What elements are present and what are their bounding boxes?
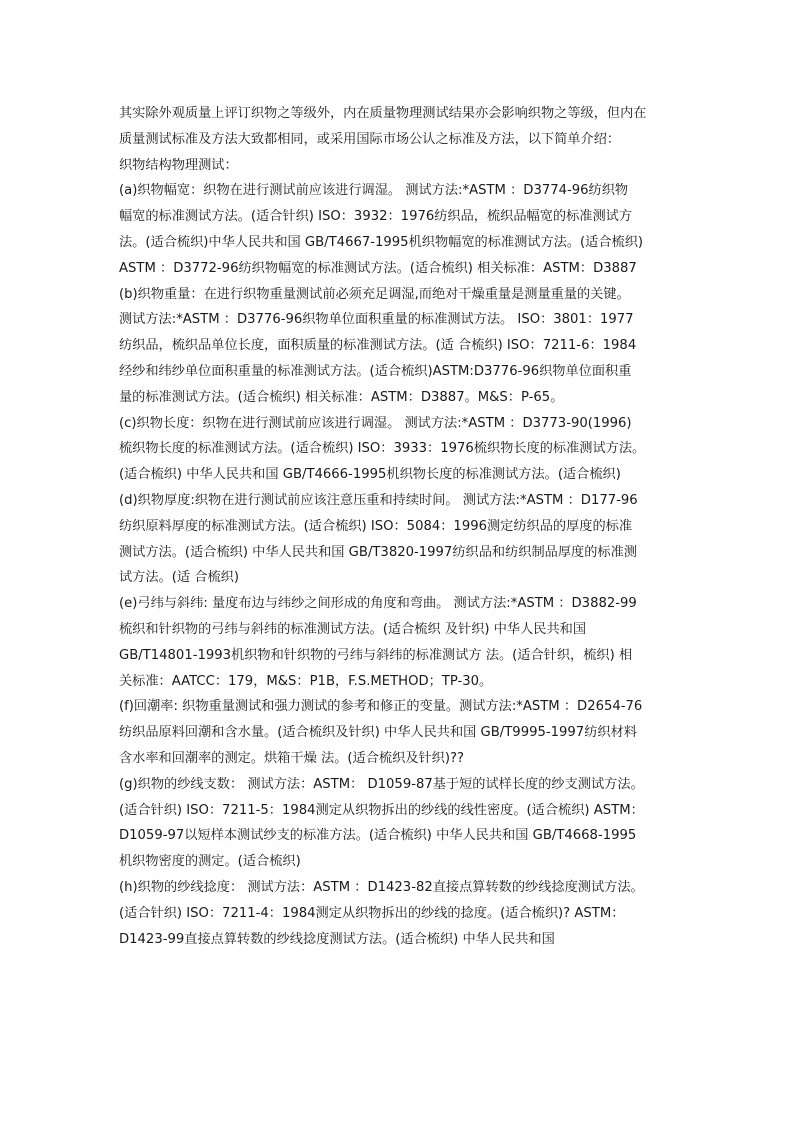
text-line: 测试方法:*ASTM ：D3776-96织物单位面积重量的标准测试方法。 ISO：3801：1977 (119, 312, 634, 328)
text-line: 法。(适合梳织)中华人民共和国 GB/T4667-1995机织物幅宽的标准测试方法。(适合梳织) (119, 234, 644, 250)
text-line: 机织物密度的测定。(适合梳织) (119, 854, 301, 870)
text-line: (b)织物重量：在进行织物重量测试前必须充足调湿,而绝对干燥重量是测量重量的关键。 (119, 286, 630, 302)
text-line: 织物结构物理测试： (119, 157, 238, 173)
text-line: 其实除外观质量上评订织物之等级外，内在质量物理测试结果亦会影响织物之等级，但内在 (119, 106, 647, 121)
text-line: (a)织物幅宽：织物在进行测试前应该进行调湿。 测试方法:*ASTM ：D3774-96纺织物 (119, 183, 629, 199)
text-line: 幅宽的标准测试方法。(适合针织) ISO：3932：1976纺织品，梳织品幅宽的标准测试方 (119, 209, 633, 225)
text-line: (d)织物厚度:织物在进行测试前应该注意压重和持续时间。 测试方法:*ASTM ：D177-96 (119, 492, 638, 508)
text-line: 梳织和针织物的弓纬与斜纬的标准测试方法。(适合梳织 及针织) 中华人民共和国 (119, 621, 587, 637)
text-line: 纺织品，梳织品单位长度，面积质量的标准测试方法。(适 合梳织) ISO：7211-6：1984 (119, 338, 637, 354)
text-line: 梳织物长度的标准测试方法。(适合梳织) ISO：3933：1976梳织物长度的标准测试方法。 (119, 441, 646, 457)
text-line: (c)织物长度：织物在进行测试前应该进行调湿。 测试方法:*ASTM ：D3773-90(1996) (119, 415, 632, 431)
text-line: 量的标准测试方法。(适合梳织) 相关标准：ASTM：D3887。M&S：P-65。 (119, 389, 564, 405)
document-body (119, 101, 689, 952)
text-line: D1423-99直接点算转数的纱线捻度测试方法。(适合梳织) 中华人民共和国 (119, 931, 555, 947)
text-line: 纺织品原料回潮和含水量。(适合梳织及针织) 中华人民共和国 GB/T9995-1997纺织材料 (119, 725, 637, 741)
text-line: 含水率和回潮率的测定。烘箱干燥 法。(适合梳织及针织)?? (119, 750, 464, 766)
text-line: 纺织原料厚度的标准测试方法。(适合梳织) ISO：5084：1996测定纺织品的厚度的标准 (119, 518, 633, 534)
text-line: (适合针织) ISO：7211-4：1984测定从织物拆出的纱线的捻度。(适合梳织)? ASTM： (119, 905, 625, 921)
text-line: (e)弓纬与斜纬: 量度布边与纬纱之间形成的角度和弯曲。 测试方法:*ASTM ：D3882-99 (119, 596, 637, 612)
text-line: (适合梳织) 中华人民共和国 GB/T4666-1995机织物长度的标准测试方法。(适合梳织) (119, 467, 621, 483)
text-line: 经纱和纬纱单位面积重量的标准测试方法。(适合梳织)ASTM:D3776-96织物单位面积重 (119, 363, 632, 379)
text-line: 测试方法。(适合梳织) 中华人民共和国 GB/T3820-1997纺织品和纺织制品厚度的标准测 (119, 544, 637, 560)
text-line: (f)回潮率: 织物重量测试和强力测试的参考和修正的变量。测试方法:*ASTM ：D2654-76 (119, 699, 643, 715)
text-line: (h)织物的纱线捻度： 测试方法：ASTM ：D1423-82直接点算转数的纱线捻度测试方法。 (119, 879, 644, 895)
text-line: D1059-97以短样本测试纱支的标准方法。(适合梳织) 中华人民共和国 GB/T4668-1995 (119, 828, 637, 844)
text-line: 试方法。(适 合梳织) (119, 570, 239, 586)
text-line: (g)织物的纱线支数： 测试方法：ASTM： D1059-87基于短的试样长度的纱支测试方法。 (119, 776, 644, 792)
text-line: 质量测试标准及方法大致都相同，或采用国际市场公认之标准及方法，以下简单介绍： (119, 131, 621, 147)
text-line: 关标准：AATCC：179，M&S：P1B，F.S.METHOD；TP-30。 (119, 673, 493, 689)
text-line: GB/T14801-1993机织物和针织物的弓纬与斜纬的标准测试方 法。(适合针织，梳织) 相 (119, 647, 633, 663)
text-line: (适合针织) ISO：7211-5：1984测定从织物拆出的纱线的线性密度。(适合梳织) ASTM： (119, 802, 644, 818)
text-line: ASTM ：D3772-96纺织物幅宽的标准测试方法。(适合梳织) 相关标准：ASTM：D3887 (119, 260, 637, 276)
